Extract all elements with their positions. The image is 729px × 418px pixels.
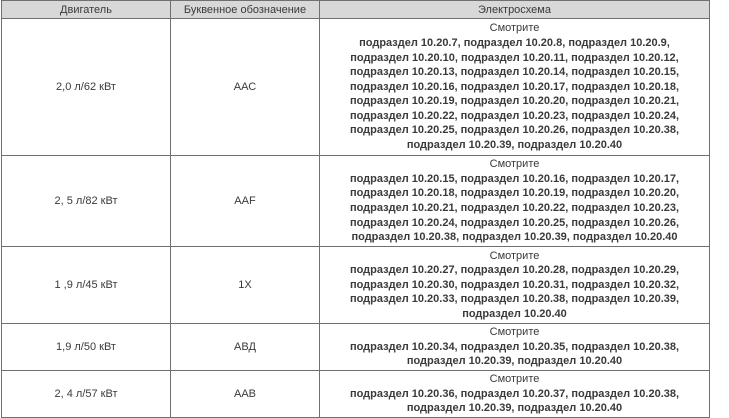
header-row — [2, 1, 710, 19]
section-line: подраздел 10.20.7, подраздел 10.20.8, подраздел 10.20.9, — [359, 36, 670, 49]
table-row — [2, 156, 710, 247]
table-row — [2, 371, 710, 418]
diagram-cell — [320, 324, 710, 371]
engine-wiring-table — [1, 0, 710, 418]
section-line: подраздел 10.20.10, подраздел 10.20.11, подраздел 10.20.12, — [350, 51, 679, 64]
section-line: подраздел 10.20.25, подраздел 10.20.26, подраздел 10.20.38, — [349, 124, 680, 137]
see-label: Смотрите — [489, 22, 540, 35]
section-line: подраздел 10.20.16, подраздел 10.20.17, подраздел 10.20.18, — [349, 80, 680, 93]
section-line: подраздел 10.20.18, подраздел 10.20.19, подраздел 10.20.20, — [349, 187, 680, 200]
code-cell: АВД — [171, 324, 320, 371]
section-line: подраздел 10.20.33, подраздел 10.20.38, подраздел 10.20.39, — [349, 293, 680, 306]
section-line: подраздел 10.20.39, подраздел 10.20.40 — [406, 402, 623, 415]
section-line: подраздел 10.20.39, подраздел 10.20.40 — [406, 139, 623, 152]
diagram-cell — [320, 371, 710, 418]
section-line: подраздел 10.20.19, подраздел 10.20.20, подраздел 10.20.21, — [349, 95, 680, 108]
section-line: подраздел 10.20.36, подраздел 10.20.37, подраздел 10.20.38, — [349, 387, 680, 400]
header-diagram: Электросхема — [320, 1, 710, 19]
section-line: подраздел 10.20.15, подраздел 10.20.16, подраздел 10.20.17, — [349, 172, 680, 185]
engine-cell: 2,0 л/62 кВт — [2, 19, 171, 156]
see-label: Смотрите — [489, 158, 540, 171]
section-line: подраздел 10.20.40 — [462, 307, 567, 320]
diagram-cell — [320, 156, 710, 247]
code-cell: AAF — [171, 156, 320, 247]
code-cell: ААВ — [171, 371, 320, 418]
see-label: Смотрите — [489, 249, 540, 262]
section-line: подраздел 10.20.39, подраздел 10.20.40 — [406, 355, 623, 368]
table-row — [2, 324, 710, 371]
engine-cell: 1,9 л/50 кВт — [2, 324, 171, 371]
table-row — [2, 19, 710, 156]
see-label: Смотрите — [489, 326, 540, 339]
diagram-cell — [320, 247, 710, 324]
see-label: Смотрите — [489, 373, 540, 386]
section-line: подраздел 10.20.21, подраздел 10.20.22, подраздел 10.20.23, — [349, 202, 680, 214]
table-row — [2, 247, 710, 324]
engine-cell: 1 ,9 л/45 кВт — [2, 247, 171, 324]
engine-cell: 2, 4 л/57 кВт — [2, 371, 171, 418]
diagram-cell — [320, 19, 710, 156]
code-cell: 1Х — [171, 247, 320, 324]
section-line: подраздел 10.20.22, подраздел 10.20.23, подраздел 10.20.24, — [349, 109, 680, 122]
section-line: подраздел 10.20.38, подраздел 10.20.39, подраздел 10.20.40 — [351, 231, 678, 244]
section-line: подраздел 10.20.34, подраздел 10.20.35, подраздел 10.20.38, — [349, 340, 680, 353]
header-code: Буквенное обозначение — [171, 1, 320, 19]
section-line: подраздел 10.20.24, подраздел 10.20.25, подраздел 10.20.26, — [349, 216, 680, 229]
engine-cell: 2, 5 л/82 кВт — [2, 156, 171, 247]
header-engine: Двигатель — [2, 1, 171, 19]
section-line: подраздел 10.20.13, подраздел 10.20.14, подраздел 10.20.15, — [349, 66, 680, 79]
code-cell: ААС — [171, 19, 320, 156]
section-line: подраздел 10.20.27, подраздел 10.20.28, подраздел 10.20.29, — [349, 264, 680, 277]
section-line: подраздел 10.20.30, подраздел 10.20.31, подраздел 10.20.32, — [349, 278, 680, 291]
